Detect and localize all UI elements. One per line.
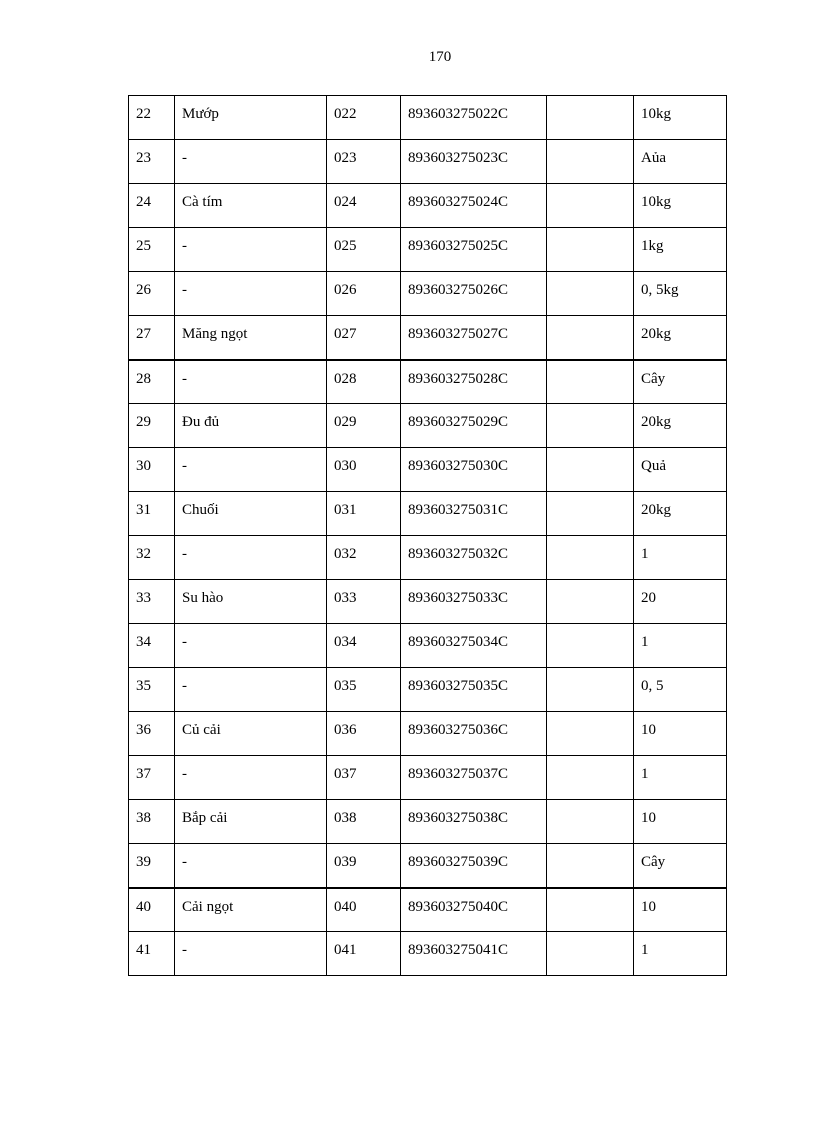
product-name-text: Củ cải — [182, 722, 221, 738]
product-code-text: 041 — [334, 942, 357, 958]
table-row — [129, 756, 727, 800]
empty-text — [554, 889, 633, 900]
product-code-cell — [327, 448, 401, 492]
empty-text — [554, 580, 633, 591]
empty-cell — [547, 536, 634, 580]
empty-text — [554, 668, 633, 679]
table-row — [129, 360, 727, 404]
row-number-text: 22 — [136, 106, 151, 122]
empty-text — [554, 712, 633, 723]
product-name-cell — [175, 316, 327, 360]
product-name-text: Đu đủ — [182, 414, 220, 430]
product-code-cell — [327, 668, 401, 712]
barcode-text: 893603275038C — [408, 810, 509, 826]
product-code-cell — [327, 624, 401, 668]
quantity-unit-text: 20 — [641, 590, 656, 606]
row-number-text: 30 — [136, 458, 151, 474]
row-number-cell — [129, 624, 175, 668]
quantity-unit-text: 20kg — [641, 502, 671, 518]
empty-cell — [547, 316, 634, 360]
quantity-unit-cell — [634, 580, 727, 624]
row-number-text: 35 — [136, 678, 151, 694]
barcode-cell — [401, 668, 547, 712]
empty-cell — [547, 844, 634, 888]
quantity-unit-text: Cây — [641, 370, 666, 387]
barcode-cell — [401, 448, 547, 492]
product-code-text: 038 — [334, 810, 357, 826]
product-name-cell — [175, 360, 327, 404]
table-row — [129, 184, 727, 228]
empty-cell — [547, 360, 634, 404]
quantity-unit-cell — [634, 536, 727, 580]
product-code-text: 022 — [334, 106, 357, 122]
product-name-cell — [175, 668, 327, 712]
quantity-unit-text: 1 — [641, 766, 649, 782]
quantity-unit-text: 20kg — [641, 326, 671, 342]
product-name-text: - — [182, 766, 187, 782]
product-code-text: 025 — [334, 238, 357, 254]
empty-cell — [547, 580, 634, 624]
row-number-cell — [129, 844, 175, 888]
barcode-cell — [401, 536, 547, 580]
row-number-text: 36 — [136, 722, 151, 738]
row-number-cell — [129, 448, 175, 492]
empty-text — [554, 272, 633, 283]
row-number-text: 34 — [136, 634, 151, 650]
empty-cell — [547, 712, 634, 756]
row-number-cell — [129, 580, 175, 624]
quantity-unit-cell — [634, 272, 727, 316]
page-number: 170 — [428, 49, 452, 65]
product-name-text: - — [182, 370, 187, 387]
table-row — [129, 272, 727, 316]
barcode-cell — [401, 756, 547, 800]
row-number-text: 31 — [136, 502, 151, 518]
table-row — [129, 800, 727, 844]
row-number-text: 29 — [136, 414, 151, 430]
product-code-cell — [327, 756, 401, 800]
barcode-text: 893603275026C — [408, 282, 509, 298]
product-name-cell — [175, 140, 327, 184]
row-number-text: 37 — [136, 766, 151, 782]
quantity-unit-cell — [634, 624, 727, 668]
product-name-text: - — [182, 634, 187, 650]
product-name-text: - — [182, 854, 187, 870]
empty-text — [554, 492, 633, 503]
product-name-text: Cải ngọt — [182, 898, 234, 915]
product-name-cell — [175, 228, 327, 272]
row-number-cell — [129, 492, 175, 536]
product-code-text: 024 — [334, 194, 357, 210]
table-row — [129, 140, 727, 184]
barcode-cell — [401, 96, 547, 140]
quantity-unit-cell — [634, 888, 727, 932]
quantity-unit-text: 10 — [641, 898, 656, 915]
empty-text — [554, 184, 633, 195]
product-table-body — [129, 96, 727, 976]
quantity-unit-cell — [634, 756, 727, 800]
empty-cell — [547, 184, 634, 228]
barcode-text: 893603275040C — [408, 898, 509, 915]
product-name-cell — [175, 536, 327, 580]
row-number-text: 40 — [136, 898, 151, 915]
quantity-unit-text: Aủa — [641, 150, 666, 166]
empty-text — [554, 448, 633, 459]
barcode-text: 893603275022C — [408, 106, 509, 122]
quantity-unit-cell — [634, 140, 727, 184]
quantity-unit-text: 10 — [641, 722, 656, 738]
barcode-cell — [401, 492, 547, 536]
product-name-cell — [175, 932, 327, 976]
product-code-text: 035 — [334, 678, 357, 694]
empty-cell — [547, 140, 634, 184]
product-code-text: 028 — [334, 370, 357, 387]
quantity-unit-text: 0, 5 — [641, 678, 664, 694]
quantity-unit-cell — [634, 844, 727, 888]
empty-cell — [547, 624, 634, 668]
table-row — [129, 624, 727, 668]
quantity-unit-cell — [634, 932, 727, 976]
empty-cell — [547, 800, 634, 844]
product-name-text: - — [182, 678, 187, 694]
product-name-cell — [175, 492, 327, 536]
product-table — [128, 95, 727, 976]
barcode-cell — [401, 404, 547, 448]
row-number-cell — [129, 184, 175, 228]
empty-cell — [547, 932, 634, 976]
barcode-text: 893603275033C — [408, 590, 509, 606]
product-name-cell — [175, 624, 327, 668]
product-code-text: 032 — [334, 546, 357, 562]
empty-text — [554, 624, 633, 635]
row-number-cell — [129, 360, 175, 404]
quantity-unit-text: 10 — [641, 810, 656, 826]
product-code-cell — [327, 272, 401, 316]
empty-text — [554, 844, 633, 855]
barcode-text: 893603275037C — [408, 766, 509, 782]
product-code-text: 030 — [334, 458, 357, 474]
quantity-unit-cell — [634, 668, 727, 712]
product-name-cell — [175, 448, 327, 492]
product-code-cell — [327, 360, 401, 404]
quantity-unit-text: 1 — [641, 546, 649, 562]
quantity-unit-text: Cây — [641, 854, 666, 870]
quantity-unit-cell — [634, 448, 727, 492]
empty-cell — [547, 492, 634, 536]
product-name-text: - — [182, 942, 187, 958]
product-name-text: - — [182, 546, 187, 562]
product-name-text: Cà tím — [182, 194, 223, 210]
barcode-text: 893603275025C — [408, 238, 509, 254]
quantity-unit-cell — [634, 96, 727, 140]
product-name-cell — [175, 844, 327, 888]
product-name-cell — [175, 404, 327, 448]
quantity-unit-text: 1kg — [641, 238, 664, 254]
quantity-unit-cell — [634, 360, 727, 404]
table-row — [129, 932, 727, 976]
barcode-text: 893603275023C — [408, 150, 509, 166]
product-code-text: 036 — [334, 722, 357, 738]
empty-text — [554, 756, 633, 767]
table-row — [129, 492, 727, 536]
product-name-cell — [175, 96, 327, 140]
quantity-unit-text: 1 — [641, 942, 649, 958]
barcode-text: 893603275024C — [408, 194, 509, 210]
product-name-cell — [175, 712, 327, 756]
empty-text — [554, 140, 633, 151]
empty-cell — [547, 756, 634, 800]
table-row — [129, 228, 727, 272]
row-number-text: 28 — [136, 370, 151, 387]
empty-cell — [547, 668, 634, 712]
product-code-text: 033 — [334, 590, 357, 606]
row-number-cell — [129, 96, 175, 140]
quantity-unit-text: 20kg — [641, 414, 671, 430]
barcode-cell — [401, 580, 547, 624]
barcode-text: 893603275027C — [408, 326, 509, 342]
table-row — [129, 536, 727, 580]
product-code-text: 027 — [334, 326, 357, 342]
product-code-cell — [327, 404, 401, 448]
barcode-cell — [401, 932, 547, 976]
product-name-text: Chuối — [182, 502, 219, 518]
product-code-cell — [327, 536, 401, 580]
empty-text — [554, 361, 633, 372]
quantity-unit-text: 1 — [641, 634, 649, 650]
barcode-cell — [401, 624, 547, 668]
product-name-text: Mướp — [182, 106, 219, 122]
quantity-unit-cell — [634, 316, 727, 360]
product-code-text: 037 — [334, 766, 357, 782]
row-number-text: 32 — [136, 546, 151, 562]
barcode-text: 893603275039C — [408, 854, 509, 870]
product-code-text: 034 — [334, 634, 357, 650]
row-number-cell — [129, 404, 175, 448]
quantity-unit-text: Quả — [641, 458, 666, 474]
table-row — [129, 404, 727, 448]
product-code-cell — [327, 140, 401, 184]
quantity-unit-cell — [634, 404, 727, 448]
quantity-unit-text: 0, 5kg — [641, 282, 679, 298]
row-number-cell — [129, 316, 175, 360]
product-name-text: - — [182, 238, 187, 254]
row-number-cell — [129, 888, 175, 932]
product-code-cell — [327, 932, 401, 976]
row-number-cell — [129, 800, 175, 844]
product-code-cell — [327, 712, 401, 756]
row-number-cell — [129, 140, 175, 184]
row-number-text: 39 — [136, 854, 151, 870]
row-number-cell — [129, 228, 175, 272]
product-name-cell — [175, 888, 327, 932]
barcode-cell — [401, 712, 547, 756]
empty-text — [554, 96, 633, 107]
barcode-cell — [401, 360, 547, 404]
product-name-text: Bắp cải — [182, 810, 228, 826]
row-number-cell — [129, 668, 175, 712]
table-row — [129, 580, 727, 624]
product-code-text: 026 — [334, 282, 357, 298]
empty-text — [554, 800, 633, 811]
table-row — [129, 96, 727, 140]
row-number-text: 23 — [136, 150, 151, 166]
empty-cell — [547, 448, 634, 492]
product-code-cell — [327, 316, 401, 360]
empty-text — [554, 404, 633, 415]
product-code-text: 031 — [334, 502, 357, 518]
quantity-unit-cell — [634, 712, 727, 756]
product-name-text: Măng ngọt — [182, 326, 248, 342]
product-name-cell — [175, 272, 327, 316]
product-code-text: 023 — [334, 150, 357, 166]
quantity-unit-cell — [634, 492, 727, 536]
barcode-text: 893603275036C — [408, 722, 509, 738]
barcode-cell — [401, 800, 547, 844]
product-code-cell — [327, 492, 401, 536]
product-code-cell — [327, 800, 401, 844]
table-row — [129, 844, 727, 888]
empty-text — [554, 932, 633, 943]
barcode-text: 893603275029C — [408, 414, 509, 430]
empty-cell — [547, 888, 634, 932]
barcode-cell — [401, 140, 547, 184]
barcode-cell — [401, 228, 547, 272]
product-code-cell — [327, 888, 401, 932]
quantity-unit-cell — [634, 800, 727, 844]
product-code-cell — [327, 184, 401, 228]
product-name-text: - — [182, 458, 187, 474]
table-row — [129, 668, 727, 712]
empty-text — [554, 228, 633, 239]
row-number-text: 25 — [136, 238, 151, 254]
table-row — [129, 316, 727, 360]
row-number-cell — [129, 536, 175, 580]
quantity-unit-text: 10kg — [641, 194, 671, 210]
row-number-cell — [129, 932, 175, 976]
barcode-cell — [401, 888, 547, 932]
product-name-cell — [175, 800, 327, 844]
product-code-text: 040 — [334, 898, 357, 915]
empty-cell — [547, 96, 634, 140]
row-number-text: 26 — [136, 282, 151, 298]
row-number-cell — [129, 272, 175, 316]
row-number-text: 27 — [136, 326, 151, 342]
barcode-text: 893603275030C — [408, 458, 509, 474]
row-number-cell — [129, 756, 175, 800]
table-row — [129, 712, 727, 756]
barcode-cell — [401, 272, 547, 316]
barcode-text: 893603275028C — [408, 370, 509, 387]
row-number-text: 24 — [136, 194, 151, 210]
quantity-unit-text: 10kg — [641, 106, 671, 122]
product-code-text: 029 — [334, 414, 357, 430]
empty-text — [554, 316, 633, 327]
table-row — [129, 888, 727, 932]
product-name-text: - — [182, 282, 187, 298]
barcode-cell — [401, 844, 547, 888]
barcode-cell — [401, 184, 547, 228]
product-name-cell — [175, 184, 327, 228]
barcode-text: 893603275032C — [408, 546, 509, 562]
barcode-text: 893603275035C — [408, 678, 509, 694]
product-name-text: - — [182, 150, 187, 166]
product-code-cell — [327, 96, 401, 140]
barcode-text: 893603275034C — [408, 634, 509, 650]
barcode-cell — [401, 316, 547, 360]
product-name-text: Su hào — [182, 590, 224, 606]
product-code-cell — [327, 580, 401, 624]
row-number-cell — [129, 712, 175, 756]
quantity-unit-cell — [634, 184, 727, 228]
barcode-text: 893603275031C — [408, 502, 509, 518]
product-name-cell — [175, 580, 327, 624]
empty-cell — [547, 228, 634, 272]
quantity-unit-cell — [634, 228, 727, 272]
barcode-text: 893603275041C — [408, 942, 509, 958]
empty-cell — [547, 404, 634, 448]
product-name-cell — [175, 756, 327, 800]
product-code-cell — [327, 844, 401, 888]
empty-text — [554, 536, 633, 547]
row-number-text: 38 — [136, 810, 151, 826]
row-number-text: 33 — [136, 590, 151, 606]
row-number-text: 41 — [136, 942, 151, 958]
empty-cell — [547, 272, 634, 316]
product-code-text: 039 — [334, 854, 357, 870]
product-code-cell — [327, 228, 401, 272]
table-row — [129, 448, 727, 492]
